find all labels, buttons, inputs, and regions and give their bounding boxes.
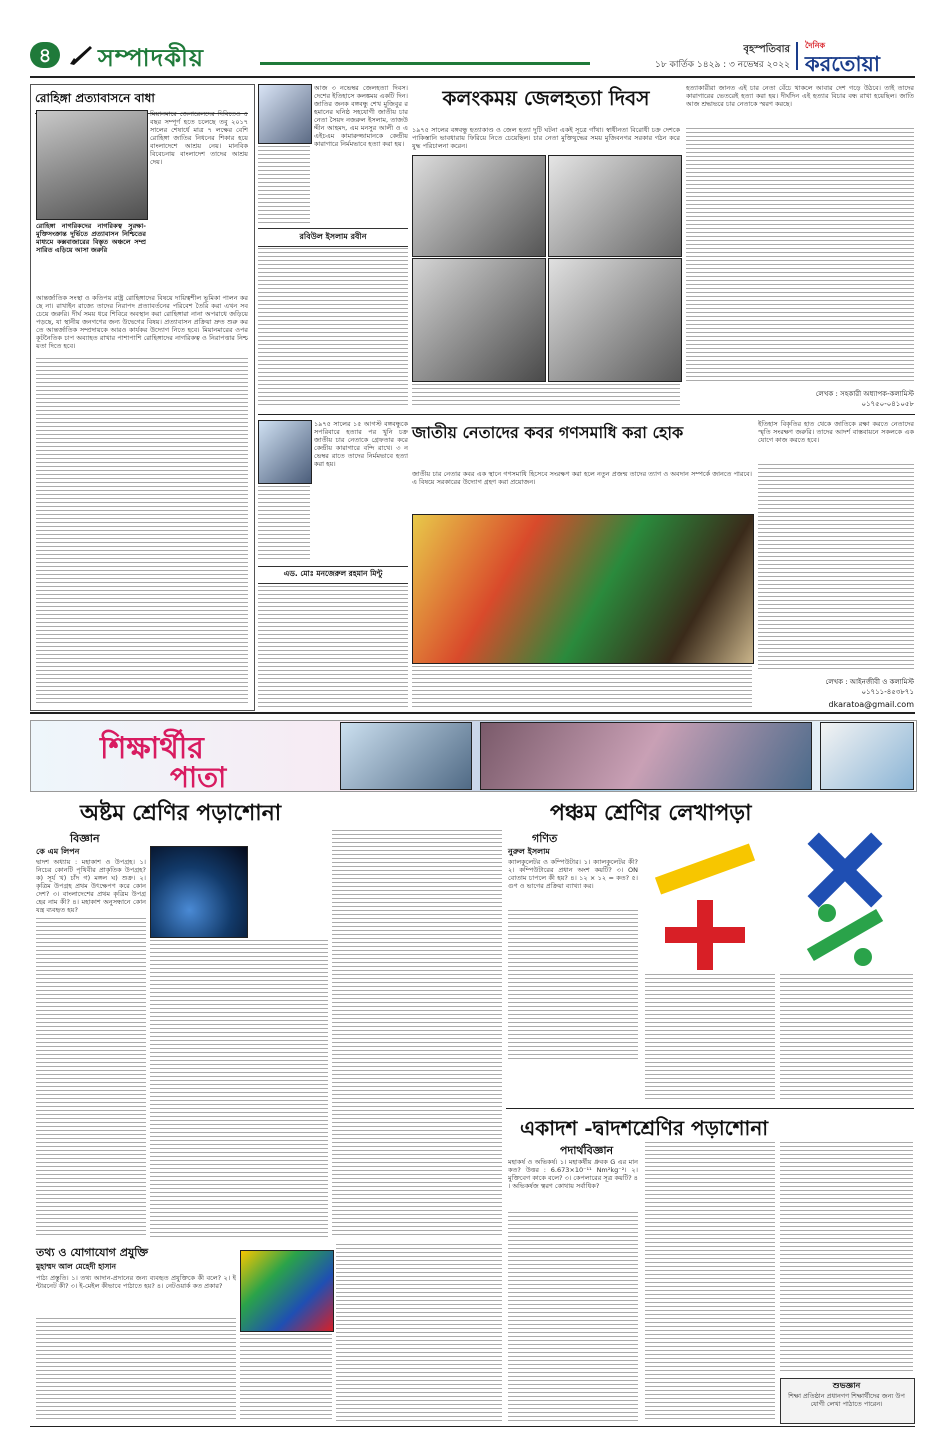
- editorial-intro: মিয়ানমারে জেনারেলদের দিবিতেও ৫ বছর সম্পূর্ণ হতে চলেছে তবু ২০১৭ সালের শেষার্ধে মাত্র ৭ লক্ষের বেশি রোহিঙ্গা জাতির নিধনের শিকার হয়ে বাংলাদেশে আশ্রয় নেয়। মানবিক বিবেচনায় বাংলাদেশ তাদের আশ্রয় দেয়।: [150, 110, 248, 166]
- rohingya-photo: [36, 110, 148, 220]
- article2-column-b: জাতীয় চার নেতার কবর এক স্থানে গণসমাধি হিসেবে সংরক্ষণ করা হলে নতুন প্রজন্ম তাদের ত্যাগ ও অবদান সম্পর্কে জানতে পারবে। এ বিষয়ে সরকারের উদ্যোগ গ্রহণ করা প্রয়োজন।: [412, 470, 752, 486]
- notice-title: শুভজ্ঞান: [832, 1381, 861, 1390]
- class5-teacher: নুরুল ইসলাম: [508, 847, 550, 856]
- article2-phone: ০১৭১১-৪৫৩৮৭১: [861, 688, 914, 696]
- weekday: বৃহস্পতিবার: [743, 44, 790, 55]
- editorial-body: আন্তর্জাতিক সংস্থা ও কতিপয় রাষ্ট্র রোহিঙ্গাদের বিষয়ে দায়িত্বশীল ভূমিকা পালন করছে না। রাখাইন রাজ্যে তাদের নিরাপদ প্রত্যাবর্তনের পরিবেশ তৈরি করা এখন সবচেয়ে জরুরি। দীর্ঘ সময় ধরে শিবিরে অবস্থান করা রোহিঙ্গারা নানা অপরাধে জড়িয়ে পড়ছে, যা স্থানীয় জনগণের জন্য উদ্বেগের বিষয়। প্রত্যাবাসন প্রক্রিয়া দ্রুত শুরু করতে আন্তর্জাতিক সম্প্রদায়কে আরও কার্যকর উদ্যোগ নিতে হবে। মিয়ানমারের ওপর কূটনৈতিক চাপ অব্যাহত রাখার পাশাপাশি রোহিঙ্গাদের নাগরিকত্ব ও নিরাপত্তার নিশ্চয়তা দিতে হবে।: [36, 294, 248, 350]
- author-photo: [258, 84, 312, 144]
- painting-image: [412, 514, 754, 664]
- class1112-title: একাদশ -দ্বাদশশ্রেণির পড়াশোনা: [520, 1116, 769, 1140]
- quill-icon: [68, 44, 94, 66]
- article1-phone: ০১৭৫০-০৪১০৫৮: [861, 400, 914, 408]
- class1112-body: মহাকর্ষ ও অভিকর্ষ। ১। মহাকর্ষীয় ধ্রুবক G এর মান কত? উত্তর : 6.673×10⁻¹¹ Nm²kg⁻²। ২। মুক্তিবেগ কাকে বলে? ৩। কেপলারের সূত্র কয়টি? ৪। অভিকর্ষজ ত্বরণ কোথায় সর্বাধিক?: [508, 1158, 638, 1190]
- article1-column-b: ১৯৭৫ সালের বঙ্গবন্ধু হত্যাকাণ্ড ও জেল হত্যা দুটি ঘটনা একই সূত্রে গাঁথা। স্বাধীনতা বিরোধী চক্র দেশকে পাকিস্তানি ভাবধারায় ফিরিয়ে নিতে চেয়েছিল। চার নেতা মুক্তিযুদ্ধের সময় মুজিবনগর সরকার গঠন করে যুদ্ধ পরিচালনা করেন।: [412, 126, 680, 150]
- class5-title: পঞ্চম শ্রেণির লেখাপড়া: [550, 800, 752, 826]
- editorial-photo-caption: রোহিঙ্গা নাগরিকদের নাগরিকত্ব সুরক্ষা-মুক্তিসংক্রান্ত দুর্ভিতে প্রত্যাবাসন নিশ্চিতের মাধ্যমে কক্সবাজারের বিস্তৃত অঞ্চলে সম্প্রসারিত এড়িয়ে আসা জরুরি: [36, 222, 146, 254]
- masthead: [30, 40, 915, 74]
- class8-subject: বিজ্ঞান: [70, 832, 100, 845]
- notice-body: শিক্ষা প্রতিষ্ঠান প্রধানগণ শিক্ষার্থীদের জন্য উপযোগী লেখা পাঠাতে পারেন।: [788, 1392, 905, 1408]
- math-symbols-illustration: [645, 830, 913, 970]
- leader-photo-3: [412, 258, 546, 382]
- students-photo-2: [480, 722, 812, 790]
- satellite-image: [150, 846, 248, 938]
- article2-column-a: ১৯৭৫ সালের ১৫ আগস্ট বঙ্গবন্ধুকে সপরিবারে হত্যার পর খুনি চক্র জাতীয় চার নেতাকে গ্রেফতার করে কেন্দ্রীয় কারাগারে বন্দি রাখে। ৩ নভেম্বর রাতে তাদের নির্মমভাবে হত্যা করা হয়।: [314, 420, 408, 468]
- article1-column-a: আজ ৩ নভেম্বর জেলহত্যা দিবস। দেশের ইতিহাসে কলঙ্কময় একটি দিন। জাতির জনক বঙ্গবন্ধু শেখ মুজিবুর রহমানের ঘনিষ্ঠ সহযোগী জাতীয় চার নেতা সৈয়দ নজরুল ইসলাম, তাজউদ্দীন আহমদ, এম মনসুর আলী ও এএইচএম কামারুজ্জামানকে কেন্দ্রীয় কারাগারে নির্মমভাবে হত্যা করা হয়।: [314, 84, 408, 148]
- leader-photo-4: [548, 258, 682, 382]
- leader-photo-2: [548, 155, 682, 257]
- paper-name: করতোয়া: [805, 51, 880, 76]
- article1-title: কলংকময় জেলহত্যা দিবস: [442, 86, 650, 110]
- banner-line1: শিক্ষার্থীর: [100, 731, 204, 766]
- author2-photo: [258, 420, 312, 484]
- section-title: সম্পাদকীয়: [98, 43, 205, 72]
- class8-teacher: কে এম লিপন: [36, 847, 80, 856]
- class5-subject: গণিত: [532, 832, 558, 845]
- ict-title: তথ্য ও যোগাযোগ প্রযুক্তি: [36, 1246, 149, 1259]
- class8-title: অষ্টম শ্রেণির পড়াশোনা: [80, 800, 282, 826]
- page-number-badge: [30, 42, 60, 68]
- editorial-title: রোহিঙ্গা প্রত্যাবাসনে বাধা: [35, 90, 248, 114]
- class1112-subject: পদার্থবিজ্ঞান: [560, 1144, 614, 1157]
- students-photo-1: [340, 722, 472, 790]
- article1-author: রবিউল ইসলাম রবীন: [258, 228, 408, 247]
- leader-photo-1: [412, 155, 546, 257]
- paper-prefix: দৈনিক: [805, 41, 826, 50]
- class8-body: দ্বাদশ অধ্যায় : মহাকাশ ও উপগ্রহ। ১। নিচের কোনটি পৃথিবীর প্রাকৃতিক উপগ্রহ? ক) সূর্য খ) চাঁদ গ) মঙ্গল ঘ) শুক্র। ২। কৃত্রিম উপগ্রহ প্রথম উৎক্ষেপণ করে কোন দেশ? ৩। বাংলাদেশের প্রথম কৃত্রিম উপগ্রহের নাম কী? ৪। মহাকাশ অনুসন্ধানে কোন যন্ত্র ব্যবহৃত হয়?: [36, 858, 146, 914]
- ict-teacher: মুহাম্মদ আল মেহেদী হাসান: [36, 1262, 116, 1271]
- date-line: ১৮ কার্তিক ১৪২৯ : ৩ নভেম্বর ২০২২: [655, 60, 790, 70]
- teacher-illustration: [820, 722, 914, 790]
- article2-author: এড. মোঃ মনজেরুল রহমান মিন্টু: [258, 566, 408, 584]
- article1-byline: লেখক : সহকারী অধ্যাপক-কলামিস্ট: [815, 390, 914, 398]
- article1-column-c: হত্যাকারীরা জানত এই চার নেতা বেঁচে থাকলে আবার দেশ গড়ে উঠবে। তাই তাদের কারাগারের ভেতরেই হত্যা করা হয়। দীর্ঘদিন এই হত্যার বিচার বন্ধ রাখা হয়েছিল। জাতি আজ শ্রদ্ধাভরে চার নেতাকে স্মরণ করছে।: [686, 84, 914, 108]
- article2-byline: লেখক : আইনজীবী ও কলামিস্ট: [825, 678, 914, 686]
- banner-line2: পাতা: [170, 761, 227, 794]
- ict-cubes-image: [240, 1250, 334, 1332]
- article2-title: জাতীয় নেতাদের কবর গণসমাধি করা হোক: [412, 423, 684, 442]
- editorial-body-continued: [36, 358, 248, 704]
- email-link[interactable]: dkaratoa@gmail.com: [828, 700, 914, 709]
- article2-column-c: ইতিহাস বিকৃতির হাত থেকে জাতিকে রক্ষা করতে নেতাদের স্মৃতি সংরক্ষণ জরুরি। তাদের আদর্শ বাস্তবায়নে সকলকে একযোগে কাজ করতে হবে।: [758, 420, 914, 444]
- page-number: ৪: [38, 43, 52, 67]
- ict-body: পাঠ্য প্রস্তুতি। ১। তথ্য আদান-প্রদানের জন্য ব্যবহৃত প্রযুক্তিকে কী বলে? ২। ইন্টারনেট কী? ৩। ই-মেইল কীভাবে পাঠাতে হয়? ৪। নেটওয়ার্ক কত প্রকার?: [36, 1274, 236, 1290]
- class5-body: ক্যালকুলেটর ও কম্পিউটার। ১। ক্যালকুলেটর কী? ২। কম্পিউটারের প্রধান অংশ কয়টি? ৩। ON বোতাম চাপলে কী হয়? ৪। ১২ × ১২ = কত? ৫। গুণ ও ভাগের প্রক্রিয়া ব্যাখ্যা কর।: [508, 858, 638, 890]
